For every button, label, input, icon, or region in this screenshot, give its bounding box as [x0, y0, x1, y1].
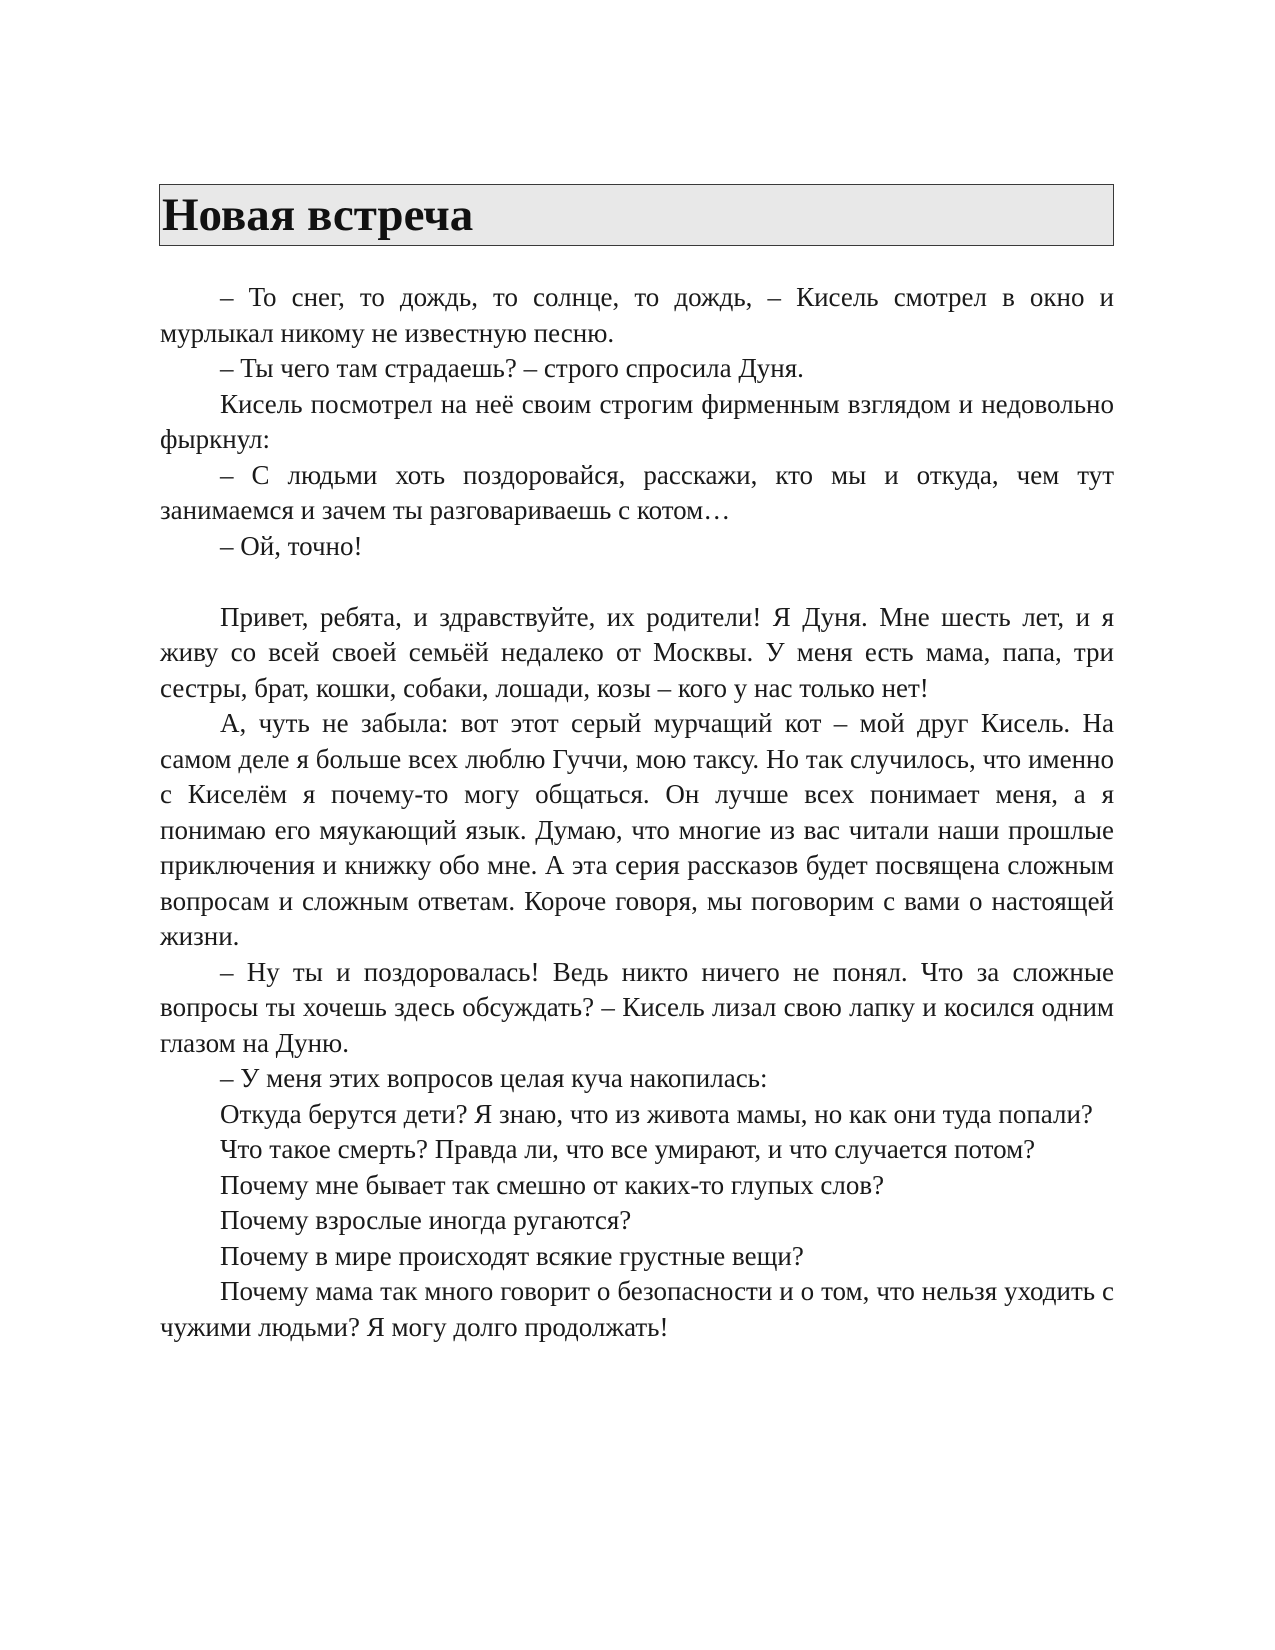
paragraph: Почему мне бывает так смешно от каких-то глупых слов?: [220, 1169, 885, 1200]
paragraph: – Ты чего там страдаешь? – строго спросила Дуня.: [220, 353, 804, 383]
paragraph: Почему в мире происходят всякие грустные вещи?: [220, 1240, 804, 1271]
paragraph: А, чуть не забыла: вот этот серый мурчащий кот – мой друг Кисель. На самом деле я больше всех люблю Гуччи, мою таксу. Но так случилось, что именно с Киселём я почему-то могу общаться. Он лучше всех понимает меня, а я понимаю его мяукающий язык. Думаю, что многие из вас читали наши прошлые приключения и книжку обо мне. А эта серия рассказов будет посвящена сложным вопросам и сложным ответам. Короче говоря, мы поговорим с вами о настоящей жизни.: [160, 708, 1114, 951]
paragraph: Что такое смерть? Правда ли, что все умирают, и что случается потом?: [220, 1134, 1036, 1164]
paragraph: Привет, ребята, и здравствуйте, их родители! Я Дуня. Мне шесть лет, и я живу со всей своей семьёй недалеко от Москвы. У меня есть мама, папа, три сестры, брат, кошки, собаки, лошади, козы – кого у нас только нет!: [160, 601, 1114, 703]
chapter-title-box: [159, 184, 1114, 246]
paragraph: – У меня этих вопросов целая куча накопилась:: [220, 1063, 768, 1093]
paragraph: Кисель посмотрел на неё своим строгим фирменным взглядом и недовольно фыркнул:: [160, 388, 1114, 454]
paragraph: – С людьми хоть поздоровайся, расскажи, кто мы и откуда, чем тут занимаемся и зачем ты разговариваешь с котом…: [160, 459, 1114, 525]
paragraph: – Ой, точно!: [220, 530, 363, 561]
chapter-body: [160, 280, 1114, 1345]
paragraph: Почему мама так много говорит о безопасности и о том, что нельзя уходить с чужими людьми? Я могу долго продолжать!: [160, 1276, 1114, 1342]
paragraph: Откуда берутся дети? Я знаю, что из живота мамы, но как они туда попали?: [220, 1098, 1093, 1129]
chapter-title: Новая встреча: [162, 189, 474, 241]
paragraph: Почему взрослые иногда ругаются?: [220, 1205, 632, 1235]
section-gap: [160, 564, 1114, 600]
paragraph: – Ну ты и поздоровалась! Ведь никто ничего не понял. Что за сложные вопросы ты хочешь здесь обсуждать? – Кисель лизал свою лапку и косился одним глазом на Дуню.: [160, 956, 1114, 1058]
paragraph: – То снег, то дождь, то солнце, то дождь, – Кисель смотрел в окно и мурлыкал никому не известную песню.: [160, 282, 1114, 348]
